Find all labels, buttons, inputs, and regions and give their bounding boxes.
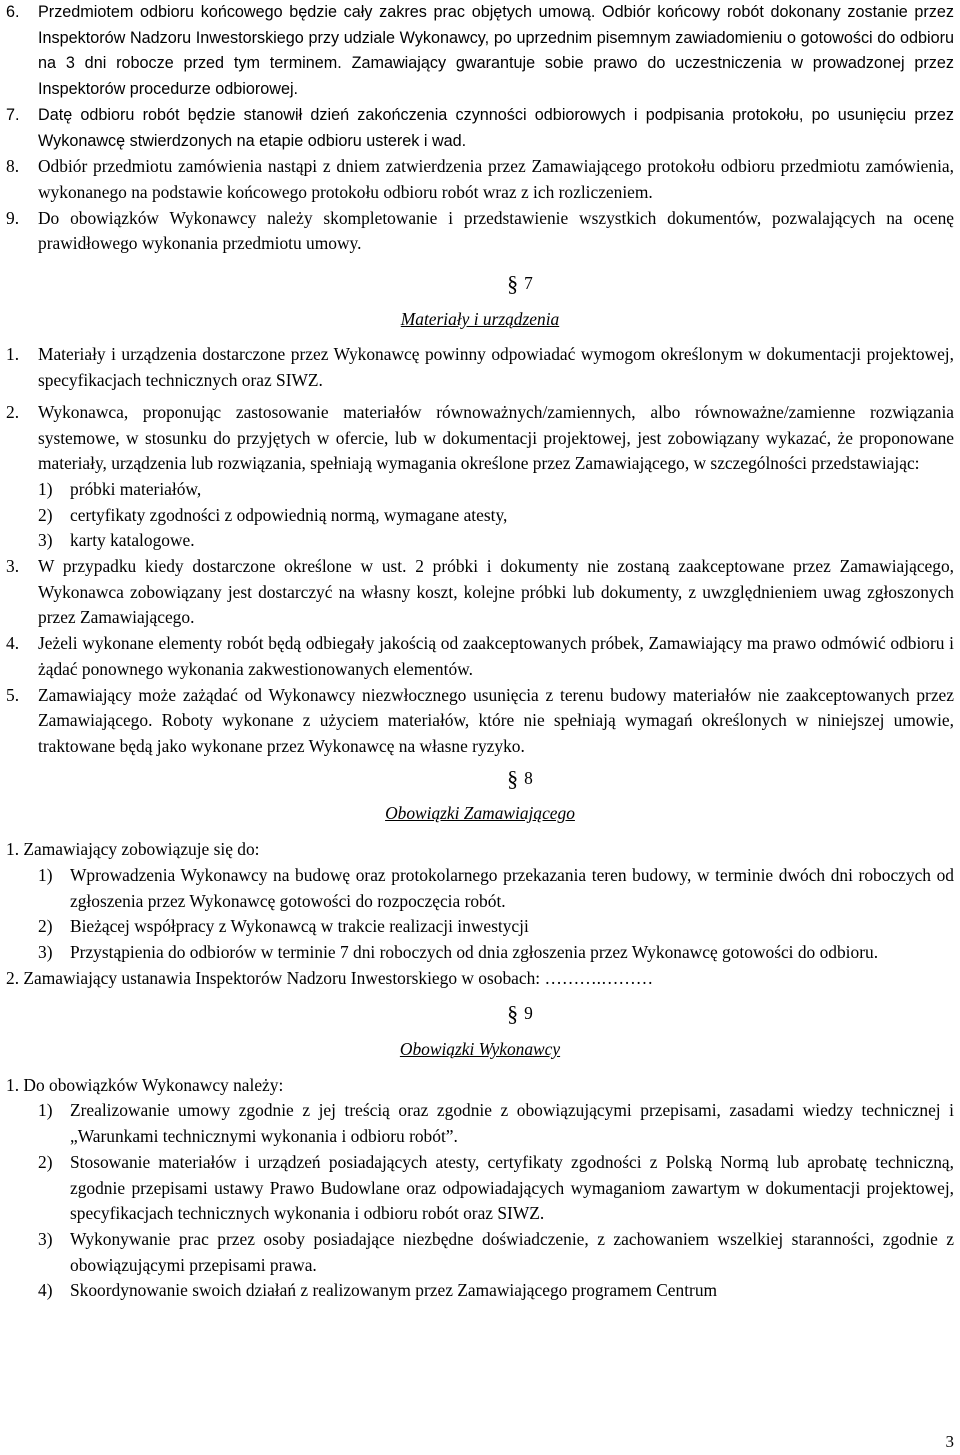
item-number: 4. [6, 633, 20, 654]
sub-item [38, 503, 954, 529]
sub-item [38, 1278, 954, 1304]
sub-item-text: Przystąpienia do odbiorów w terminie 7 dni roboczych od dnia zgłoszenia przez Wykonawcę gotowości do odbioru. [70, 941, 879, 962]
sub-item-number: 1) [38, 1100, 53, 1121]
list-item-8 [6, 154, 954, 205]
section-9-heading-number [86, 1001, 954, 1027]
list-item-sec7-5 [6, 683, 954, 760]
sub-item-number: 2) [38, 1151, 53, 1172]
sub-item [38, 1150, 954, 1227]
list-item-6 [6, 0, 954, 103]
section-number: 7 [524, 273, 533, 294]
sub-item [38, 1098, 954, 1149]
item-text: Wykonawca, proponując zastosowanie materiałów równoważnych/zamiennych, albo równoważne/zamienne rozwiązania systemowe, w stosunku do przyjętych w ofercie, lub w dokumentacji projektowej, jest zobowiązany wykazać, że proponowane materiały, urządzenia lub rozwiązania, spełniają wymagania określone przez Zamawiającego, w szczególności przedstawiając: [38, 401, 954, 474]
list-item-sec7-2 [6, 400, 954, 477]
section-8-item-2: 2. Zamawiający ustanawia Inspektorów Nadzoru Inwestorskiego w osobach: ……….……… [6, 967, 654, 988]
sub-item-text: Skoordynowanie swoich działań z realizowanym przez Zamawiającego programem Centrum [70, 1280, 718, 1301]
item-number: 9. [6, 207, 20, 228]
item-number: 2. [6, 401, 20, 422]
item-text: Odbiór przedmiotu zamówienia nastąpi z dniem zatwierdzenia przez Zamawiającego protokołu odbioru przedmiotu zamówienia, wykonanego na podstawie końcowego protokołu odbioru robót wraz z ich rozliczeniem. [38, 156, 954, 202]
section-9-item-1: 1. Do obowiązków Wykonawcy należy: [6, 1074, 284, 1095]
section-7-heading-number [86, 271, 954, 297]
item-number: 7. [6, 105, 20, 124]
document-content [6, 0, 954, 1304]
sub-item-number: 3) [38, 530, 53, 551]
section-9-title: Obowiązki Wykonawcy [399, 1039, 561, 1060]
sub-item-number: 2) [38, 916, 53, 937]
section-number: 8 [524, 767, 533, 788]
sub-item [38, 914, 954, 940]
sub-item [38, 477, 954, 503]
sub-item-text: Zrealizowanie umowy zgodnie z jej treścią oraz zgodnie z obowiązującymi przepisami, zasadami wiedzy technicznej i „Warunkami technicznymi wykonania i odbioru robót”. [70, 1100, 954, 1147]
sub-item-text: Bieżącej współpracy z Wykonawcą w trakcie realizacji inwestycji [70, 916, 529, 937]
list-item-sec7-3 [6, 554, 954, 631]
sub-item-text: certyfikaty zgodności z odpowiednią normą, wymagane atesty, [70, 504, 508, 525]
section-7-title: Materiały i urządzenia [400, 308, 560, 329]
list-item-sec7-4 [6, 631, 954, 682]
sub-item-text: Wprowadzenia Wykonawcy na budowę oraz protokolarnego przekazania teren budowy, w terminie dwóch dni roboczych od zgłoszenia przez Wykonawcę gotowości do rozpoczęcia robót. [70, 864, 954, 911]
sub-item-text: Wykonywanie prac przez osoby posiadające niezbędne doświadczenie, z zachowaniem wszelkiej staranności, zgodnie z obowiązującymi przepisami prawa. [70, 1228, 954, 1275]
sub-item-text: karty katalogowe. [70, 530, 195, 551]
item-number: 6. [6, 3, 20, 21]
sub-item-number: 3) [38, 941, 53, 962]
sub-item-text: próbki materiałów, [70, 478, 202, 499]
item-number: 5. [6, 684, 20, 705]
item-text: Do obowiązków Wykonawcy należy skompletowanie i przedstawienie wszystkich dokumentów, pozwalających na ocenę prawidłowego wykonania przedmiotu umowy. [38, 207, 954, 254]
sub-item-number: 3) [38, 1228, 53, 1249]
section-sign: § [507, 271, 519, 297]
sub-item-number: 1) [38, 478, 53, 499]
list-item-7 [6, 103, 954, 154]
section-sign: § [507, 765, 519, 791]
section-sign: § [507, 1001, 519, 1027]
section-8-heading-number [86, 766, 954, 792]
item-text: Materiały i urządzenia dostarczone przez Wykonawcę powinny odpowiadać wymogom określonym w dokumentacji projektowej, specyfikacjach technicznych oraz SIWZ. [38, 344, 954, 391]
sub-item [38, 528, 954, 554]
sub-item-text: Stosowanie materiałów i urządzeń posiadających atesty, certyfikaty zgodności z Polską Normą lub aprobatę techniczną, zgodnie przepisami ustawy Prawo Budowlane oraz odpowiadających wymaganiom zawartym w dokumentacji projektowej, specyfikacjach technicznych wykonania i odbioru robót oraz SIWZ. [70, 1151, 954, 1224]
page-number: 3 [945, 1432, 954, 1452]
item-text: Jeżeli wykonane elementy robót będą odbiegały jakością od zaakceptowanych próbek, Zamawiający ma prawo odmówić odbioru i żądać ponownego wykonania zakwestionowanych elementów. [38, 633, 954, 679]
list-item-sec7-1 [6, 342, 954, 393]
item-text: W przypadku kiedy dostarczone określone w ust. 2 próbki i dokumenty nie zostaną zaakceptowane przez Zamawiającego, Wykonawca zobowiązany jest dostarczyć na własny koszt, kolejne próbki lub dokumenty, z uwzględnieniem uwag zgłoszonych przez Zamawiającego. [38, 556, 954, 628]
section-8-title: Obowiązki Zamawiającego [385, 803, 575, 824]
list-item-9 [6, 206, 954, 257]
section-8-item-1: 1. Zamawiający zobowiązuje się do: [6, 839, 260, 860]
item-text: Datę odbioru robót będzie stanowił dzień zakończenia czynności odbiorowych i podpisania protokołu, po usunięciu przez Wykonawcę stwierdzonych na etapie odbioru usterek i wad. [38, 105, 954, 150]
item-number: 3. [6, 556, 20, 577]
sub-item [38, 1227, 954, 1278]
sub-item-number: 1) [38, 864, 53, 885]
item-text: Zamawiający może zażądać od Wykonawcy niezwłocznego usunięcia z terenu budowy materiałów nie zaakceptowanych przez Zamawiającego. Roboty wykonane z użyciem materiałów, które nie spełniają wymagań określonych w niniejszej umowie, traktowane będą jako wykonane przez Wykonawcę na własne ryzyko. [38, 684, 954, 756]
sub-item-number: 4) [38, 1280, 53, 1301]
item-text: Przedmiotem odbioru końcowego będzie cały zakres prac objętych umową. Odbiór końcowy robót dokonany zostanie przez Inspektorów Nadzoru Inwestorskiego przy udziale Wykonawcy, po uprzednim pisemnym zawiadomieniu o gotowości do odbioru na 3 dni robocze przed tym terminem. Zamawiający gwarantuje sobie prawo do uczestniczenia w prowadzonej przez Inspektorów procedurze odbiorowej. [38, 3, 954, 99]
sub-item-number: 2) [38, 504, 53, 525]
sub-item [38, 940, 954, 966]
item-number: 8. [6, 156, 20, 177]
sub-item [38, 863, 954, 914]
section-number: 9 [524, 1003, 533, 1024]
item-number: 1. [6, 344, 20, 365]
